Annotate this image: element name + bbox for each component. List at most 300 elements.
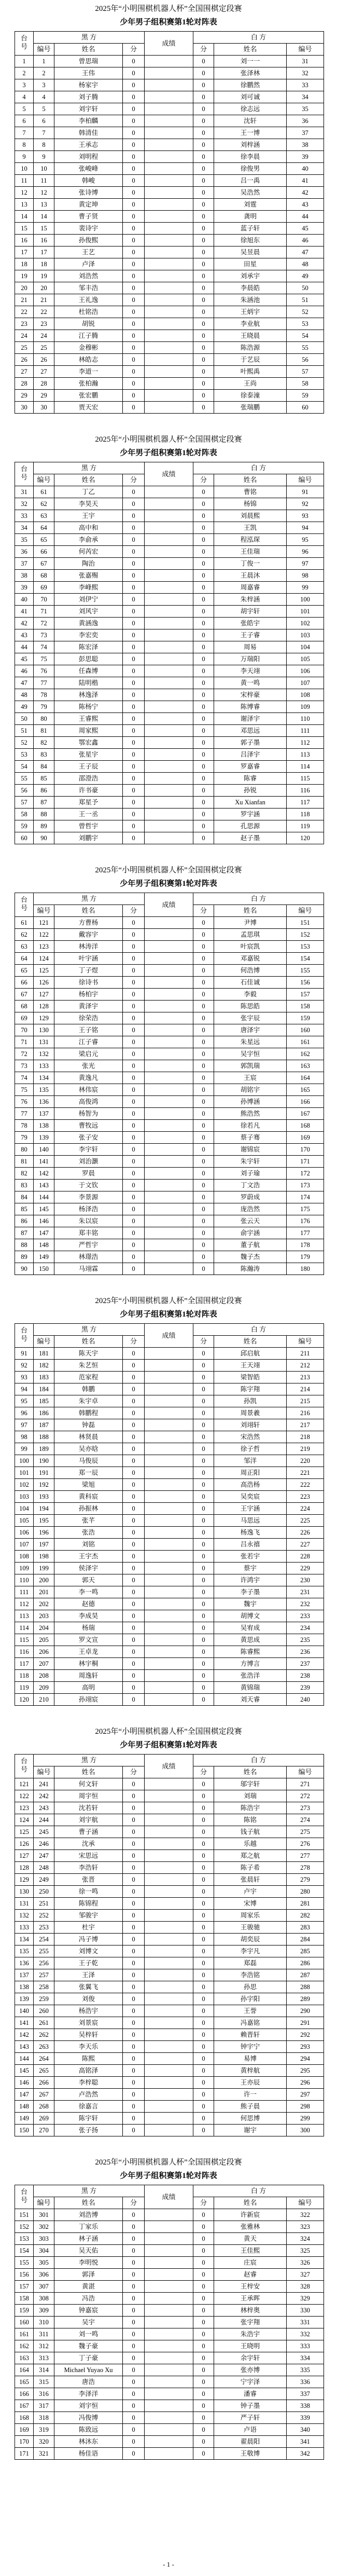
white-player-name: 郑之航 [214,1850,287,1862]
black-player-name: 马俊辰 [54,1455,123,1467]
white-player-score: 0 [193,749,214,761]
black-player-name: 杨佳语 [54,2448,123,2460]
header-table-number [15,32,34,56]
result-cell [145,1263,193,1275]
white-player-score: 0 [193,832,214,844]
black-player-name: 刘宇航 [54,1814,123,1826]
black-player-name: 高明 [54,1682,123,1694]
table-row [15,689,324,701]
table-number: 34 [15,522,34,534]
white-player-name: 钟子墨 [214,2400,287,2412]
table-row [15,1658,324,1670]
black-player-number: 302 [34,2221,54,2233]
table-row [15,2412,324,2424]
result-cell [145,917,193,929]
black-player-number: 62 [34,498,54,510]
black-player-score: 0 [123,1239,145,1251]
result-cell [145,163,193,175]
black-player-name: 冯子博 [54,1934,123,1945]
white-player-number: 230 [287,1574,324,1586]
black-player-number: 301 [34,2209,54,2221]
header-table-number-label: 台号 [20,34,27,50]
result-cell [145,820,193,832]
white-player-number: 98 [287,570,324,582]
black-player-score: 0 [123,2448,145,2460]
black-player-number: 244 [34,1814,54,1826]
white-player-name: 张宇辰 [214,1012,287,1024]
white-player-number: 342 [287,2448,324,2460]
header-black-side: 黑 方 [34,2185,145,2197]
white-player-number: 298 [287,2101,324,2113]
black-player-name: 周逸轩 [54,1670,123,1682]
white-player-name: 王天翊 [214,1360,287,1372]
black-player-score: 0 [123,2077,145,2089]
result-cell [145,2245,193,2257]
white-player-name: 田星 [214,258,287,270]
black-player-name: 戴容宇 [54,929,123,941]
header-black-name: 姓名 [54,474,123,486]
table-row [15,1431,324,1443]
table-row [15,2400,324,2412]
white-player-number: 49 [287,270,324,282]
black-player-number: 128 [34,1001,54,1012]
black-player-number: 6 [34,115,54,127]
black-player-name: 李道一 [54,366,123,378]
white-player-number: 110 [287,713,324,725]
result-cell [145,1407,193,1419]
black-player-number: 142 [34,1168,54,1180]
black-player-number: 182 [34,1360,54,1372]
table-row [15,1239,324,1251]
black-player-number: 22 [34,306,54,318]
table-row [15,2388,324,2400]
black-player-number: 83 [34,749,54,761]
table-row [15,1491,324,1503]
header-result: 成绩 [145,462,193,486]
white-player-name: 孙凯 [214,1395,287,1407]
white-player-score: 0 [193,1503,214,1515]
header-black-side: 黑 方 [34,893,145,905]
white-player-number: 322 [287,2209,324,2221]
white-player-name: 王佳瑞 [214,546,287,558]
table-row [15,79,324,91]
white-player-name: 吴宥成 [214,1622,287,1634]
table-row [15,1515,324,1527]
white-player-number: 36 [287,115,324,127]
header-black-score: 分 [123,1336,145,1348]
white-player-score: 0 [193,1191,214,1203]
table-number: 69 [15,1012,34,1024]
white-player-score: 0 [193,570,214,582]
table-row [15,1108,324,1120]
white-player-score: 0 [193,1407,214,1419]
white-player-number: 40 [287,163,324,175]
white-player-number: 329 [287,2293,324,2305]
black-player-name: 何文轩 [54,1778,123,1790]
result-cell [145,91,193,103]
black-player-number: 87 [34,797,54,809]
black-player-score: 0 [123,258,145,270]
table-number: 78 [15,1120,34,1132]
black-player-number: 75 [34,653,54,665]
table-row [15,1395,324,1407]
black-player-score: 0 [123,56,145,67]
table-row [15,1180,324,1191]
result-cell [145,1203,193,1215]
white-player-name: 胡奕辰 [214,1934,287,1945]
black-player-name: 张子扬 [54,2125,123,2136]
white-player-score: 0 [193,1694,214,1706]
black-player-score: 0 [123,701,145,713]
black-player-name: 贾天宏 [54,402,123,414]
result-cell [145,1372,193,1383]
result-cell [145,258,193,270]
black-player-score: 0 [123,1527,145,1539]
table-row [15,941,324,953]
result-cell [145,1862,193,1874]
white-player-score: 0 [193,1814,214,1826]
result-cell [145,2305,193,2317]
black-player-number: 186 [34,1407,54,1419]
round-subtitle: 少年男子组积赛第1轮对阵表 [120,2172,217,2180]
black-player-name: 朱宇卓 [54,1395,123,1407]
result-cell [145,1981,193,1993]
table-row [15,2364,324,2376]
table-row [15,1455,324,1467]
table-number: 163 [15,2352,34,2364]
table-row [15,270,324,282]
table-row [15,1156,324,1168]
black-player-score: 0 [123,1898,145,1910]
black-player-number: 185 [34,1395,54,1407]
black-player-name: 王宇杰 [54,1551,123,1563]
white-player-number: 42 [287,187,324,199]
white-player-name: 刘承宇 [214,270,287,282]
white-player-number: 333 [287,2340,324,2352]
white-player-number: 338 [287,2400,324,2412]
white-player-number: 33 [287,79,324,91]
table-number: 10 [15,163,34,175]
black-player-score: 0 [123,235,145,246]
black-player-number: 263 [34,2041,54,2053]
white-player-name: 周嘉睿 [214,582,287,594]
result-cell [145,1563,193,1574]
white-player-score: 0 [193,1096,214,1108]
black-player-score: 0 [123,1108,145,1120]
black-player-name: 陈熙 [54,2053,123,2065]
white-player-number: 172 [287,1168,324,1180]
table-header [15,1324,324,1348]
table-number: 171 [15,2448,34,2460]
result-cell [145,1383,193,1395]
result-cell [145,785,193,797]
white-player-score: 0 [193,641,214,653]
white-player-name: 陈睿熙 [214,1646,287,1658]
result-cell [145,2269,193,2281]
table-number: 12 [15,187,34,199]
white-player-name: 严子轩 [214,2412,287,2424]
black-player-score: 0 [123,366,145,378]
table-number: 145 [15,2065,34,2077]
white-player-number: 156 [287,977,324,989]
white-player-score: 0 [193,1227,214,1239]
white-player-number: 120 [287,832,324,844]
table-number: 50 [15,713,34,725]
white-player-score: 0 [193,2436,214,2448]
header-white-score: 分 [193,905,214,917]
result-cell [145,832,193,844]
black-player-score: 0 [123,402,145,414]
black-player-name: 何芮宏 [54,546,123,558]
black-player-name: 徐嘉言 [54,2101,123,2113]
white-player-score: 0 [193,820,214,832]
result-cell [145,1598,193,1610]
black-player-name: 沈若轩 [54,1802,123,1814]
pairing-page [0,0,337,431]
table-row [15,653,324,665]
table-number: 155 [15,2257,34,2269]
black-player-name: 陈宇轩 [54,2113,123,2125]
result-cell [145,1957,193,1969]
white-player-name: 熊子晨 [214,2101,287,2113]
white-player-name: 卢语 [214,2424,287,2436]
black-player-number: 26 [34,354,54,366]
white-player-score: 0 [193,1874,214,1886]
table-number: 63 [15,941,34,953]
page-number: - 1 - [163,2560,174,2568]
white-player-name: 陈浩源 [214,342,287,354]
table-number: 57 [15,797,34,809]
white-player-number: 326 [287,2257,324,2269]
black-player-name: 钟嘉宸 [54,2305,123,2317]
header-black-number: 编号 [34,905,54,917]
white-player-name: 何浩博 [214,965,287,977]
table-number: 96 [15,1407,34,1419]
black-player-score: 0 [123,558,145,570]
table-body [15,1778,324,2136]
result-cell [145,2089,193,2101]
table-row [15,1503,324,1515]
white-player-score: 0 [193,91,214,103]
white-player-number: 118 [287,809,324,820]
black-player-name: 刘宇恒 [54,2400,123,2412]
table-number: 108 [15,1551,34,1563]
table-row [15,139,324,151]
black-player-score: 0 [123,2053,145,2065]
header-white-side: 白 方 [193,893,324,905]
black-player-score: 0 [123,1372,145,1383]
white-player-score: 0 [193,941,214,953]
white-player-name: 徐鹏然 [214,79,287,91]
table-number: 45 [15,653,34,665]
black-player-score: 0 [123,1036,145,1048]
black-player-number: 7 [34,127,54,139]
white-player-score: 0 [193,67,214,79]
black-player-name: 李柏麟 [54,115,123,127]
white-player-score: 0 [193,2125,214,2136]
black-player-number: 11 [34,175,54,187]
black-player-number: 85 [34,773,54,785]
result-cell [145,2257,193,2269]
header-result: 成绩 [145,2185,193,2209]
table-row [15,2065,324,2077]
table-number: 42 [15,618,34,629]
table-body [15,917,324,1275]
pairing-table [15,462,324,844]
white-player-number: 32 [287,67,324,79]
white-player-score: 0 [193,1072,214,1084]
black-player-name: 韩鹏程 [54,1407,123,1419]
white-player-number: 231 [287,1586,324,1598]
white-player-name: 刘翊轩 [214,1419,287,1431]
white-player-score: 0 [193,56,214,67]
black-player-score: 0 [123,2388,145,2400]
white-player-name: 赖晋轩 [214,2029,287,2041]
black-player-number: 90 [34,832,54,844]
black-player-number: 201 [34,1586,54,1598]
table-number: 41 [15,606,34,618]
table-row [15,749,324,761]
white-player-name: 王承晖 [214,2293,287,2305]
black-player-score: 0 [123,282,145,294]
white-player-name: 徐子哲 [214,1443,287,1455]
black-player-number: 10 [34,163,54,175]
black-player-score: 0 [123,1850,145,1862]
table-row [15,809,324,820]
black-player-number: 125 [34,965,54,977]
white-player-name: 孙思 [214,1981,287,1993]
white-player-score: 0 [193,1838,214,1850]
black-player-number: 249 [34,1874,54,1886]
white-player-score: 0 [193,175,214,187]
table-row [15,1527,324,1539]
white-player-score: 0 [193,534,214,546]
black-player-score: 0 [123,546,145,558]
result-cell [145,1682,193,1694]
white-player-name: 叶熙禹 [214,366,287,378]
white-player-score: 0 [193,1144,214,1156]
black-player-name: 李俞承 [54,534,123,546]
white-player-name: 刘晨熙 [214,510,287,522]
result-cell [145,809,193,820]
black-player-name: 朱以宸 [54,1215,123,1227]
white-player-name: 张宇翔 [214,2317,287,2328]
table-row [15,1551,324,1563]
result-cell [145,1850,193,1862]
black-player-name: 梁启元 [54,1048,123,1060]
white-player-name: 宋博 [214,1898,287,1910]
black-player-number: 24 [34,330,54,342]
white-player-number: 323 [287,2221,324,2233]
black-player-score: 0 [123,1934,145,1945]
table-number: 144 [15,2053,34,2065]
black-player-score: 0 [123,2436,145,2448]
header-table-number-label: 台号 [20,896,27,912]
result-cell [145,2041,193,2053]
table-number: 44 [15,641,34,653]
result-cell [145,2340,193,2352]
result-cell [145,1144,193,1156]
result-cell [145,1084,193,1096]
black-player-score: 0 [123,689,145,701]
black-player-score: 0 [123,1586,145,1598]
header-row-top [15,32,324,44]
white-player-name: 吕永禧 [214,1539,287,1551]
white-player-score: 0 [193,2281,214,2293]
black-player-number: 84 [34,761,54,773]
result-cell [145,2376,193,2388]
white-player-score: 0 [193,689,214,701]
white-player-number: 221 [287,1467,324,1479]
result-cell [145,498,193,510]
table-row [15,773,324,785]
white-player-number: 293 [287,2041,324,2053]
result-cell [145,366,193,378]
black-player-name: 张芊 [54,1515,123,1527]
black-player-number: 242 [34,1790,54,1802]
white-player-name: 梁智皓 [214,1372,287,1383]
black-player-score: 0 [123,1419,145,1431]
white-player-name: 林梓奥 [214,2305,287,2317]
header-black-score: 分 [123,474,145,486]
white-player-number: 233 [287,1610,324,1622]
white-player-name: 李宇凡 [214,1945,287,1957]
white-player-score: 0 [193,1395,214,1407]
black-player-score: 0 [123,713,145,725]
result-cell [145,2364,193,2376]
black-player-number: 307 [34,2281,54,2293]
white-player-score: 0 [193,2221,214,2233]
black-player-name: 侯泽宇 [54,1563,123,1574]
black-player-name: 张峻峰 [54,163,123,175]
black-player-number: 23 [34,318,54,330]
black-player-name: 郑一辰 [54,1467,123,1479]
black-player-score: 0 [123,809,145,820]
black-player-number: 30 [34,402,54,414]
white-player-number: 97 [287,558,324,570]
table-row [15,665,324,677]
white-player-name: 朱浩宇 [214,2328,287,2340]
result-cell [145,223,193,235]
black-player-name: 张星宇 [54,749,123,761]
black-player-score: 0 [123,2221,145,2233]
black-player-number: 12 [34,187,54,199]
white-player-score: 0 [193,2305,214,2317]
black-player-name: 鄂宏鑫 [54,737,123,749]
black-player-name: 曾哲宇 [54,820,123,832]
black-player-name: 卢浩然 [54,2089,123,2101]
table-row [15,2029,324,2041]
white-player-score: 0 [193,402,214,414]
black-player-score: 0 [123,2352,145,2364]
black-player-score: 0 [123,1227,145,1239]
white-player-number: 287 [287,1969,324,1981]
black-player-score: 0 [123,270,145,282]
white-player-name: 王晓明 [214,2340,287,2352]
white-player-name: 宁宇泽 [214,2376,287,2388]
header-row-top [15,462,324,474]
black-player-score: 0 [123,2029,145,2041]
table-number: 29 [15,390,34,402]
table-row [15,2245,324,2257]
white-player-number: 327 [287,2269,324,2281]
black-player-score: 0 [123,2424,145,2436]
result-cell [145,1120,193,1132]
white-player-name: 许新宸 [214,2209,287,2221]
white-player-score: 0 [193,378,214,390]
result-cell [145,797,193,809]
white-player-number: 158 [287,1001,324,1012]
